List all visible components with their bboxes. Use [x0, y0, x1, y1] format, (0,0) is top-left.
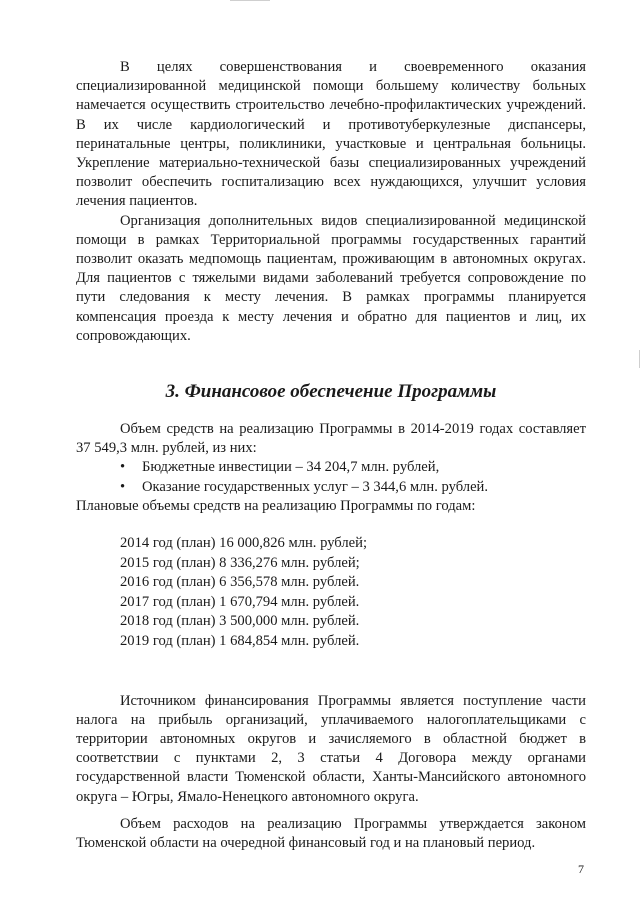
- paragraph-plan-intro: Плановые объемы средств на реализацию Программы по годам:: [76, 497, 476, 514]
- paragraph-construction: В целях совершенствования и своевременного оказания специализированной медицинской помощи большему количеству больных намечается осуществить строительство лечебно-профилактических учреждений. В их числе кардиологический и противотуберкулезные диспансеры, перинатальные центры, поликлиники, участковые и центральная больницы. Укрепление материально-технической базы специализированных учреждений позволит обеспечить госпитализацию всех нуждающихся, улучшит условия лечения пациентов.: [76, 59, 586, 210]
- paragraph-funding-source: Источником финансирования Программы является поступление части налога на прибыль организаций, уплачиваемого налогоплательщиками с территории автономных округов и зачисляемого в областной бюджет в соответствии с пунктами 2, 3 статьи 4 Договора между органами государственной власти Тюменской области, Ханты-Мансийского автономного округа – Югры, Ямало-Ненецкого автономного округа.: [76, 692, 586, 805]
- year-item-2015: 2015 год (план) 8 336,276 млн. рублей;: [120, 554, 360, 571]
- year-item-2018: 2018 год (план) 3 500,000 млн. рублей.: [120, 613, 360, 630]
- yearly-plan-list: [76, 534, 586, 652]
- paragraph-specialized-care: Организация дополнительных видов специализированной медицинской помощи в рамках Территориальной программы государственных гарантий позволит оказать медпомощь пациентам, проживающим в автономных округах. Для пациентов с тяжелыми видами заболеваний требуется сопровождение по пути следования к месту лечения. В рамках программы планируется компенсация проезда к месту лечения и обратно для пациентов и лиц, их сопровождающих.: [76, 212, 586, 344]
- scan-artifact-top: [230, 0, 270, 1]
- document-page: [76, 58, 586, 853]
- list-item-services: • Оказание государственных услуг – 3 344,6 млн. рублей.: [76, 478, 586, 497]
- list-item-investments: • Бюджетные инвестиции – 34 204,7 млн. рублей,: [76, 458, 586, 477]
- year-item-2014: 2014 год (план) 16 000,826 млн. рублей;: [120, 535, 367, 552]
- year-item-2019: 2019 год (план) 1 684,854 млн. рублей.: [120, 633, 360, 650]
- year-item-2017: 2017 год (план) 1 670,794 млн. рублей.: [120, 593, 360, 610]
- section-heading: 3. Финансовое обеспечение Программы: [165, 381, 497, 403]
- paragraph-approval: Объем расходов на реализацию Программы утверждается законом Тюменской области на очередной финансовый год и на плановый период.: [76, 815, 586, 852]
- paragraph-total-funding: Объем средств на реализацию Программы в 2014-2019 годах составляет 37 549,3 млн. рублей, из них:: [76, 421, 586, 457]
- funding-breakdown-list: [76, 458, 586, 496]
- year-item-2016: 2016 год (план) 6 356,578 млн. рублей.: [120, 574, 360, 591]
- page-number: 7: [578, 862, 584, 876]
